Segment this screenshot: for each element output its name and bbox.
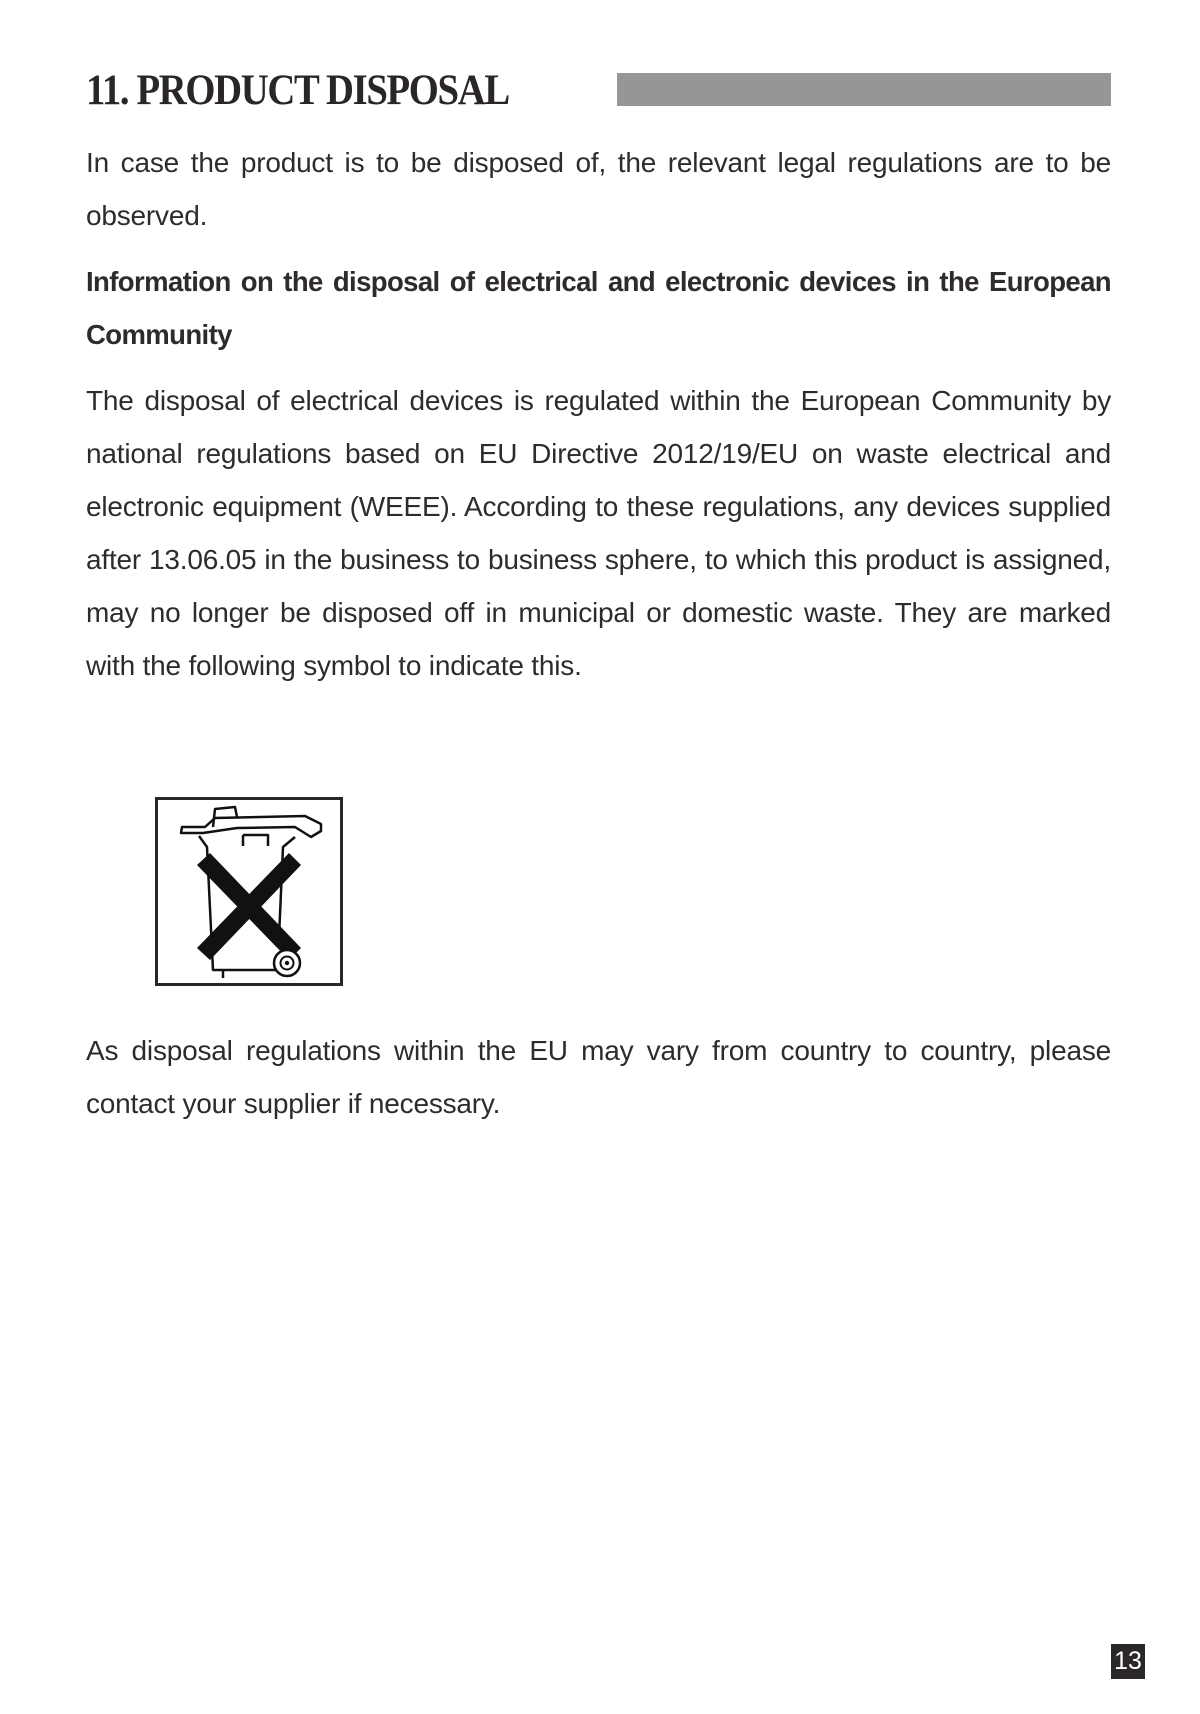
page-number: 13 [1111, 1644, 1145, 1679]
closing-paragraph: As disposal regulations within the EU may vary from country to country, please contact your supplier if necessary. [86, 1035, 1111, 1119]
crossed-out-wheelie-bin-icon [155, 797, 343, 986]
body-paragraph: The disposal of electrical devices is regulated within the European Community by national regulations based on EU Directive 2012/19/EU on waste electrical and electronic equipment (WEEE). According to these regulations, any devices supplied after 13.06.05 in the business to business sphere, to which this product is assigned, may no longer be disposed off in municipal or domestic waste. They are marked with the following symbol to indicate this. [86, 385, 1111, 681]
subheading: Information on the disposal of electrical and electronic devices in the European Community [86, 266, 1111, 350]
title-bar-decoration [617, 73, 1111, 106]
section-title: 11. PRODUCT DISPOSAL [86, 67, 509, 114]
intro-paragraph: In case the product is to be disposed of, the relevant legal regulations are to be observed. [86, 147, 1111, 231]
